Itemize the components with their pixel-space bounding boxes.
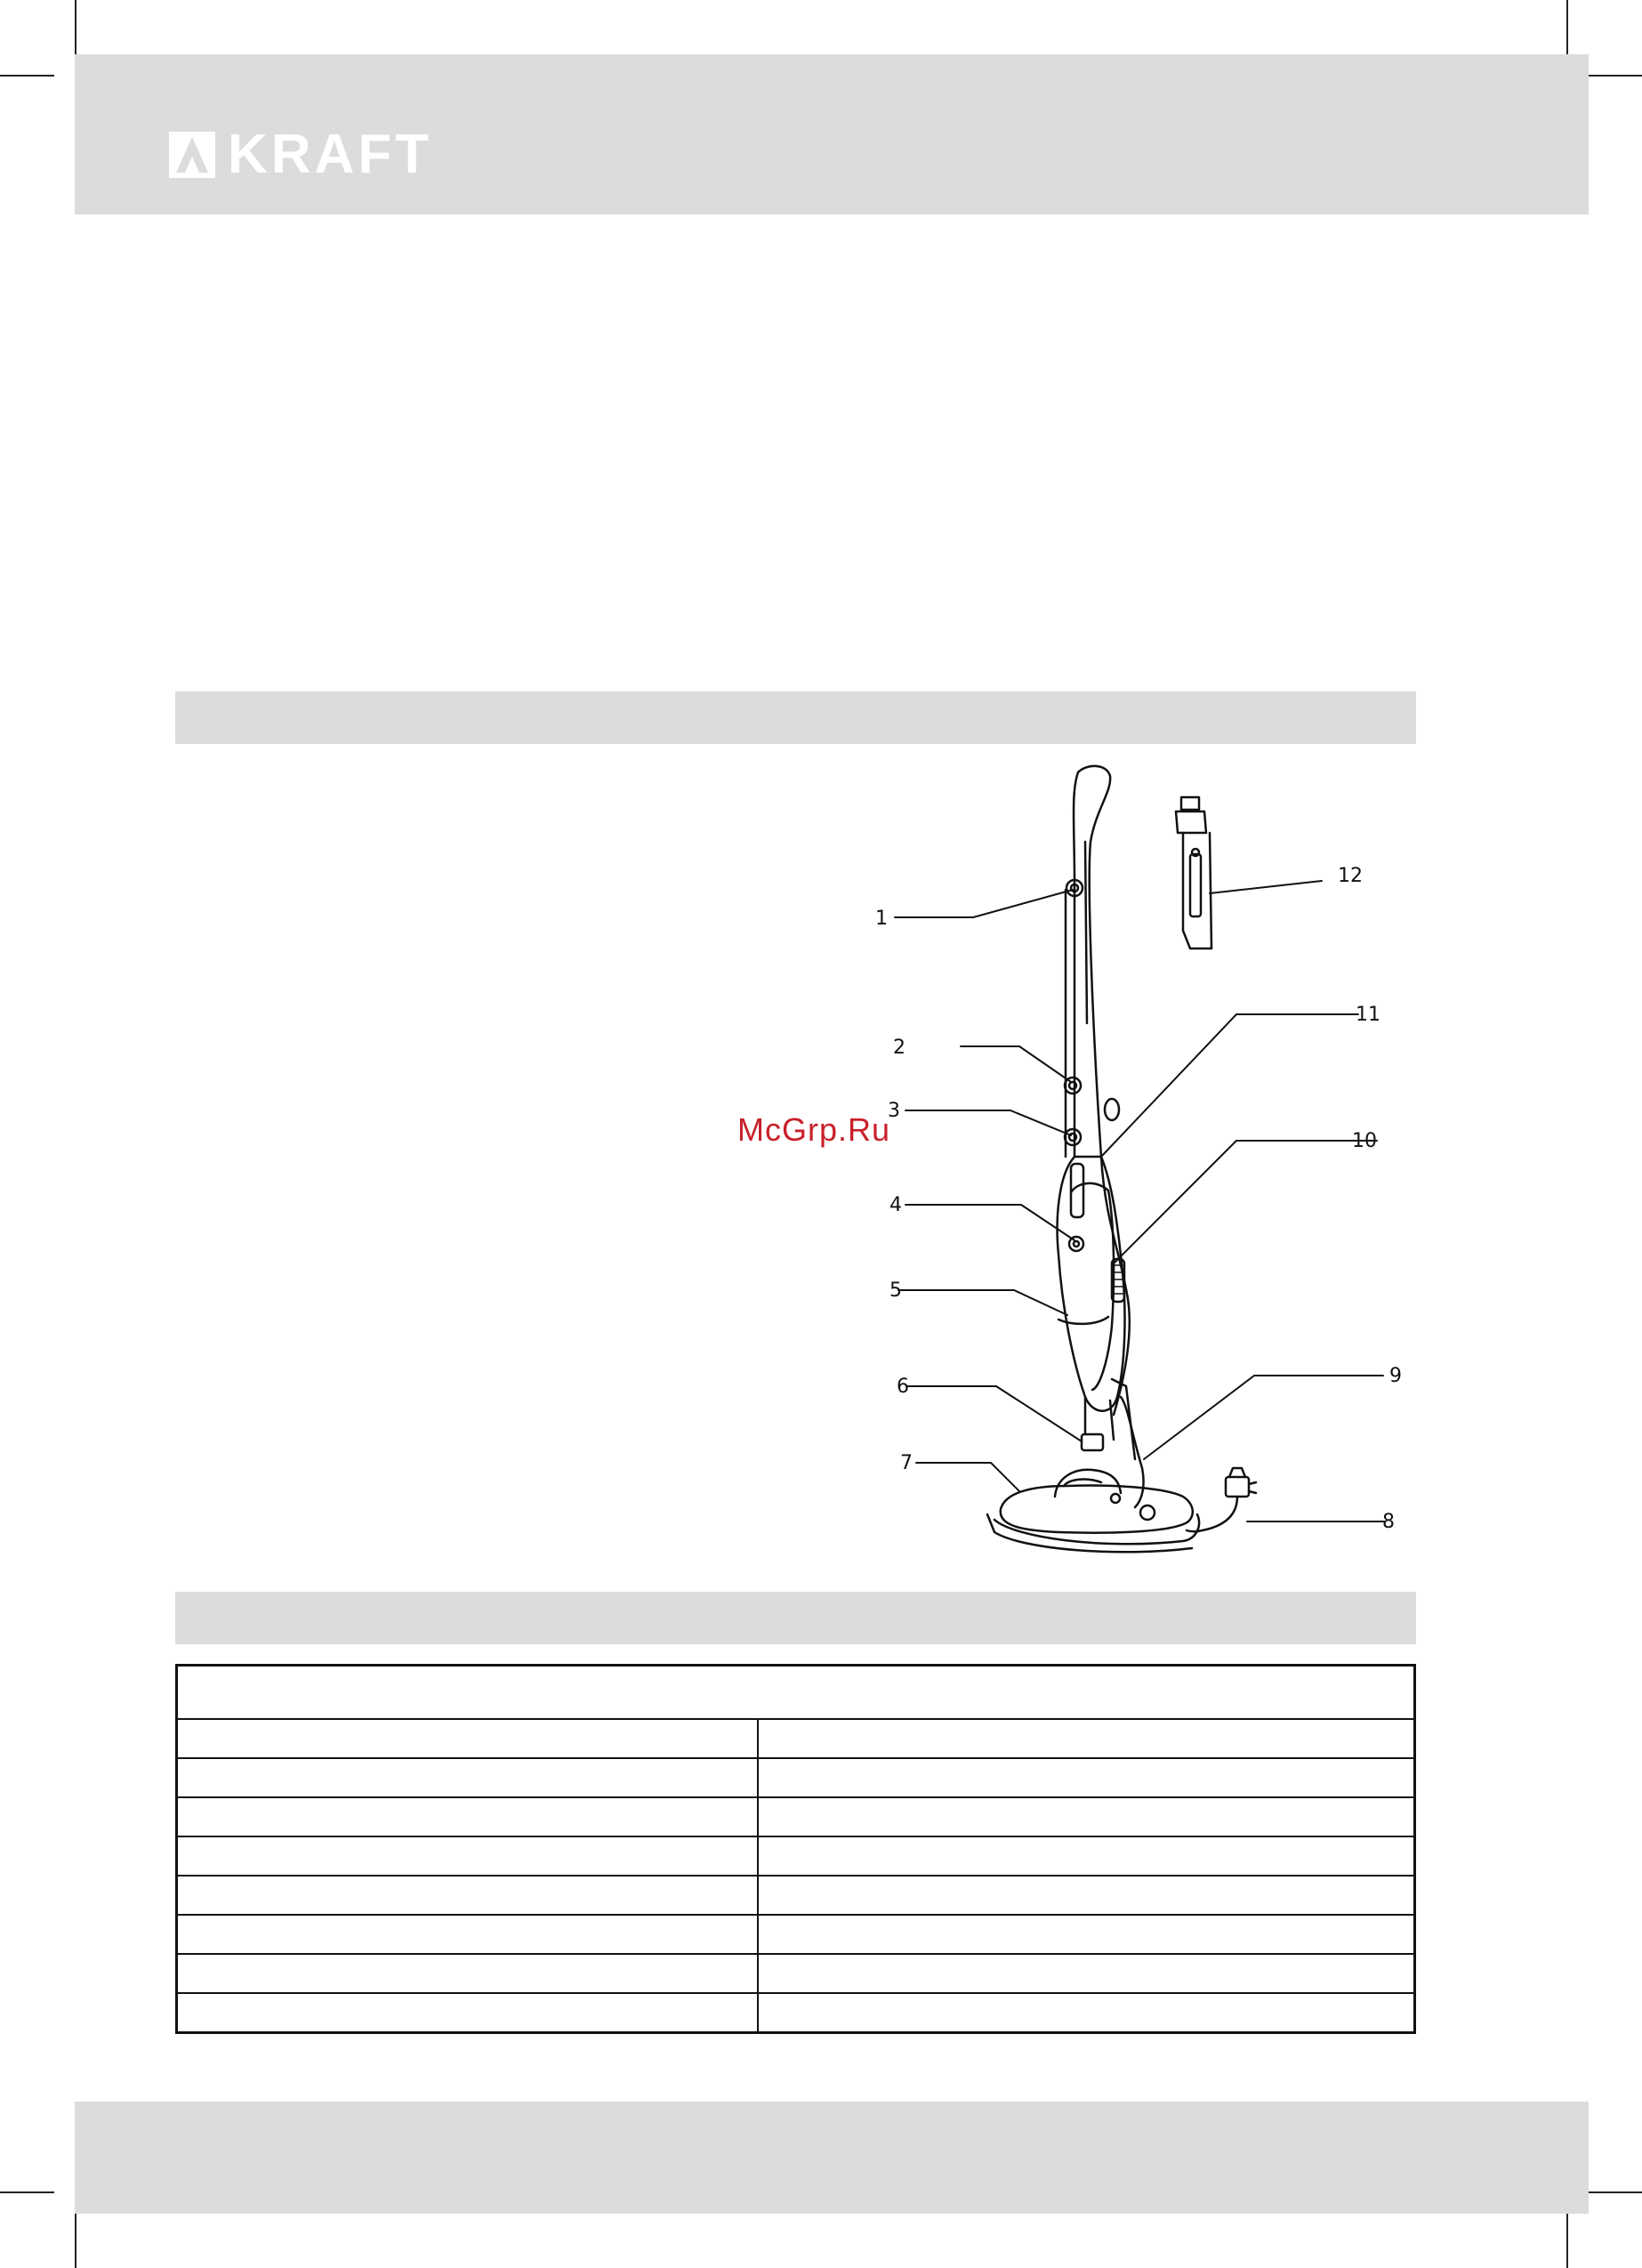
callout-7: 7 [900, 1452, 913, 1474]
callout-8: 8 [1382, 1511, 1395, 1533]
callout-3: 3 [888, 1100, 900, 1122]
crop-mark [0, 75, 54, 77]
crop-mark [0, 2191, 54, 2193]
watermark-text: McGrp.Ru [737, 1111, 891, 1148]
spec-value-cell [759, 1916, 1413, 1953]
table-row [178, 1877, 1413, 1916]
table-row [178, 1798, 1413, 1837]
table-row [178, 1916, 1413, 1955]
table-row [178, 1994, 1413, 2033]
spec-param-cell [178, 1759, 759, 1796]
spec-param-cell [178, 1916, 759, 1953]
spec-value-cell [759, 1759, 1413, 1796]
callout-10: 10 [1352, 1130, 1377, 1152]
spec-value-cell [759, 1994, 1413, 2033]
spec-param-cell [178, 1720, 759, 1757]
spec-value-cell [759, 1720, 1413, 1757]
table-row [178, 1720, 1413, 1759]
vacuum-cleaner-diagram [845, 756, 1432, 1575]
brand-name: KRAFT [228, 124, 433, 185]
footer-band [75, 2102, 1589, 2214]
spec-param-cell [178, 1837, 759, 1875]
spec-param-cell [178, 1798, 759, 1836]
callout-9: 9 [1389, 1365, 1402, 1387]
callout-1: 1 [875, 908, 888, 930]
spec-param-cell [178, 1877, 759, 1914]
crop-mark [1566, 2214, 1568, 2268]
section-heading-bar [175, 691, 1416, 744]
table-row [178, 1837, 1413, 1877]
table-row [178, 1759, 1413, 1798]
spec-value-cell [759, 1955, 1413, 1992]
crop-mark [75, 2214, 76, 2268]
spec-table-title [178, 1667, 1413, 1720]
spec-value-cell [759, 1837, 1413, 1875]
brand-logo [169, 124, 433, 185]
callout-5: 5 [889, 1279, 902, 1302]
spec-param-cell [178, 1955, 759, 1992]
callout-4: 4 [889, 1194, 902, 1216]
spec-value-cell [759, 1798, 1413, 1836]
kraft-logo-icon [169, 132, 215, 178]
crop-mark [1588, 75, 1642, 77]
spec-param-cell [178, 1994, 759, 2033]
specification-table [175, 1664, 1416, 2034]
callout-2: 2 [893, 1037, 906, 1059]
spec-value-cell [759, 1877, 1413, 1914]
crop-mark [1588, 2191, 1642, 2193]
callout-12: 12 [1338, 865, 1363, 887]
callout-11: 11 [1356, 1004, 1380, 1026]
table-row [178, 1955, 1413, 1994]
callout-6: 6 [897, 1376, 909, 1398]
crop-mark [1566, 0, 1568, 54]
crop-mark [75, 0, 76, 54]
section-heading-bar [175, 1592, 1416, 1644]
